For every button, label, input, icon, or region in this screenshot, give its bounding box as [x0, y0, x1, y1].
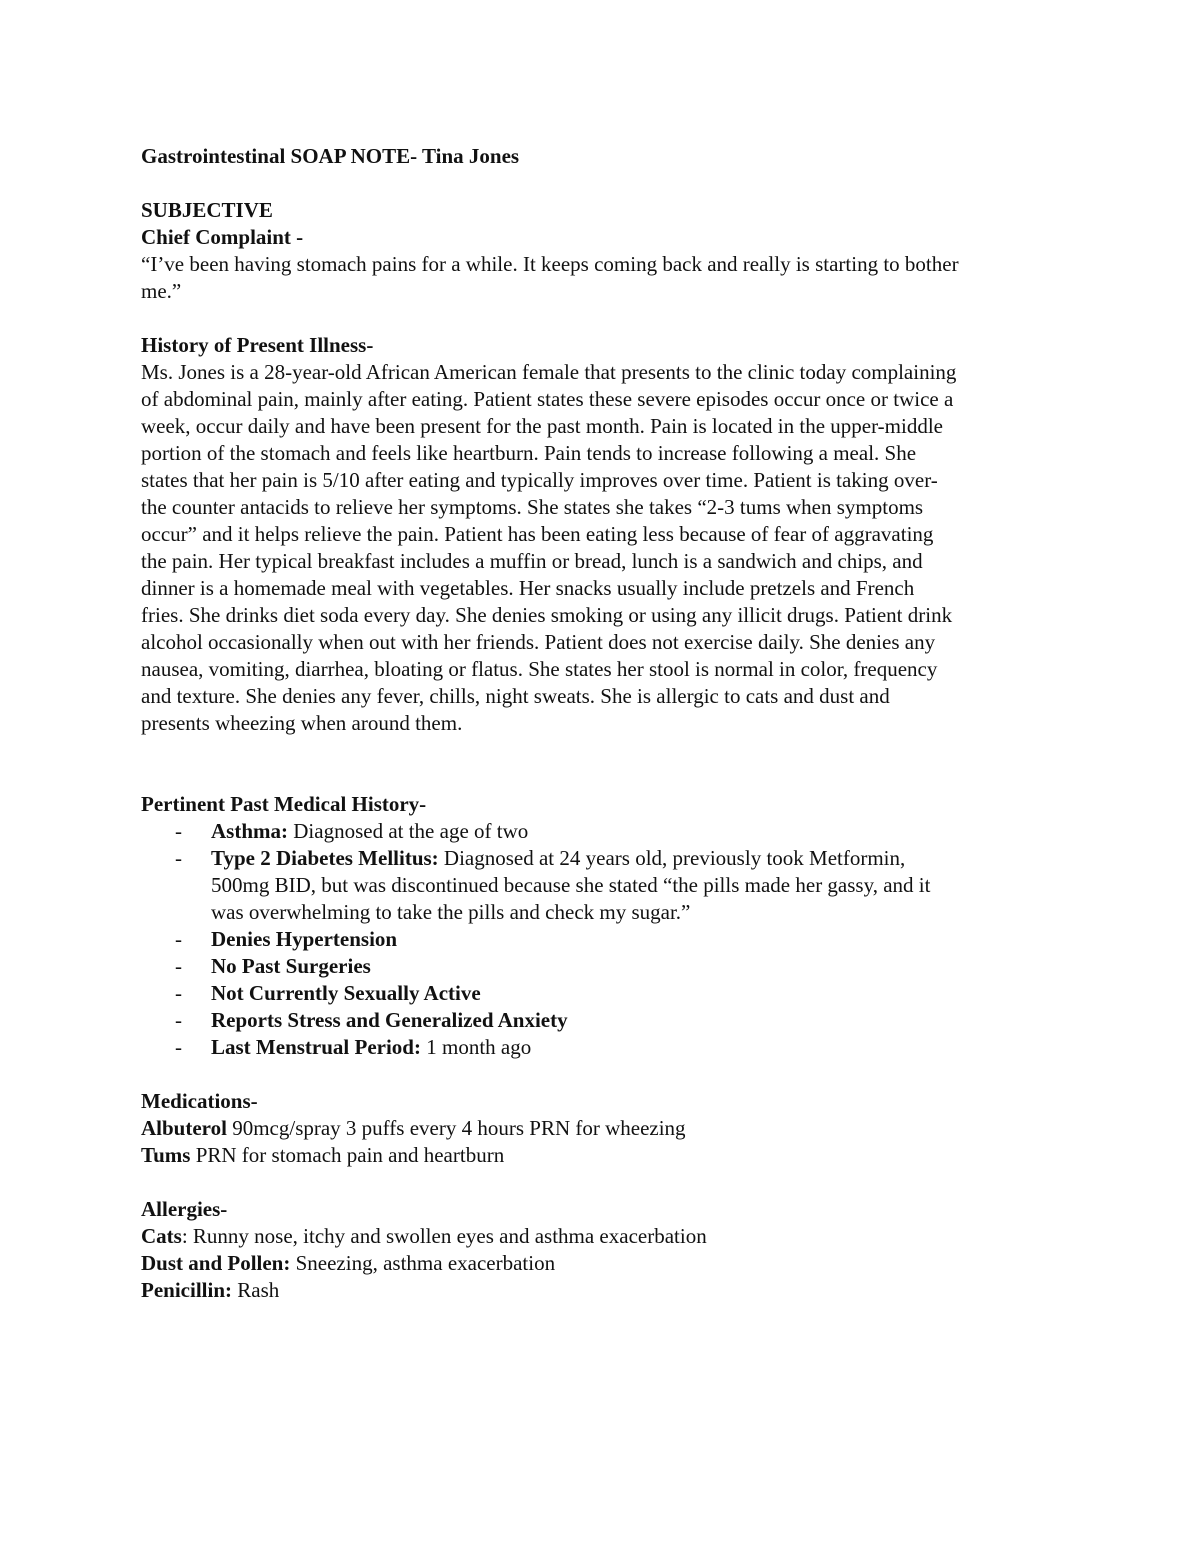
subjective-heading: SUBJECTIVE — [141, 198, 273, 222]
medications-heading: Medications- — [141, 1089, 258, 1113]
hpi-line: the counter antacids to relieve her symptoms. She states she takes “2-3 tums when symptoms — [141, 495, 924, 519]
pmh-item-label: Asthma: — [211, 819, 288, 843]
pmh-item-label: Reports Stress and Generalized Anxiety — [211, 1008, 568, 1032]
pmh-item-label: No Past Surgeries — [211, 954, 371, 978]
hpi-heading: History of Present Illness- — [141, 333, 374, 357]
hpi-line: alcohol occasionally when out with her friends. Patient does not exercise daily. She denies any — [141, 630, 936, 654]
pmh-item-text: Diagnosed at the age of two — [288, 819, 529, 843]
spacer — [141, 1169, 1071, 1196]
list-dash: - — [175, 927, 182, 951]
pmh-item-text: 1 month ago — [420, 1035, 532, 1059]
hpi-line: fries. She drinks diet soda every day. She denies smoking or using any illicit drugs. Patient drink — [141, 603, 953, 627]
hpi-line: nausea, vomiting, diarrhea, bloating or flatus. She states her stool is normal in color, frequency — [141, 657, 938, 681]
allergies-list — [141, 1223, 1071, 1304]
hpi-line: of abdominal pain, mainly after eating. Patient states these severe episodes occur once or twice a — [141, 387, 954, 411]
pmh-item — [141, 845, 1071, 926]
pmh-item-line — [211, 845, 1071, 872]
medication-text: PRN for stomach pain and heartburn — [190, 1143, 505, 1167]
hpi-line: presents wheezing when around them. — [141, 711, 463, 735]
chief-complaint-text: “I’ve been having stomach pains for a while. It keeps coming back and really is starting to bother — [141, 252, 959, 276]
spacer — [141, 737, 1071, 791]
pmh-heading: Pertinent Past Medical History- — [141, 792, 427, 816]
spacer — [141, 170, 1071, 197]
pmh-item-line — [211, 980, 1071, 1007]
list-dash: - — [175, 819, 182, 843]
hpi-line: week, occur daily and have been present for the past month. Pain is located in the upper-middle — [141, 414, 943, 438]
medication-item — [141, 1142, 1071, 1169]
pmh-item — [141, 1007, 1071, 1034]
pmh-item — [141, 980, 1071, 1007]
allergy-name: Cats — [141, 1224, 182, 1248]
allergy-name: Penicillin: — [141, 1278, 232, 1302]
list-dash: - — [175, 954, 182, 978]
list-dash: - — [175, 846, 182, 870]
chief-complaint-label: Chief Complaint - — [141, 225, 304, 249]
list-dash: - — [175, 981, 182, 1005]
allergy-item — [141, 1223, 1071, 1250]
medication-name: Tums — [141, 1143, 191, 1167]
hpi-line: portion of the stomach and feels like heartburn. Pain tends to increase following a meal. She — [141, 441, 917, 465]
hpi-line: occur” and it helps relieve the pain. Patient has been eating less because of fear of aggravating — [141, 522, 934, 546]
pmh-item-label: Last Menstrual Period: — [211, 1035, 421, 1059]
medication-item — [141, 1115, 1071, 1142]
pmh-item-line — [211, 1007, 1071, 1034]
hpi-line: Ms. Jones is a 28-year-old African American female that presents to the clinic today complaining — [141, 360, 957, 384]
pmh-item-label: Denies Hypertension — [211, 927, 398, 951]
allergy-text: Sneezing, asthma exacerbation — [290, 1251, 556, 1275]
list-dash: - — [175, 1035, 182, 1059]
spacer — [141, 1061, 1071, 1088]
pmh-item — [141, 953, 1071, 980]
allergy-item — [141, 1277, 1071, 1304]
pmh-list — [141, 818, 1071, 1061]
hpi-line: and texture. She denies any fever, chills, night sweats. She is allergic to cats and dust and — [141, 684, 890, 708]
hpi-line: the pain. Her typical breakfast includes a muffin or bread, lunch is a sandwich and chips, and — [141, 549, 923, 573]
allergy-item — [141, 1250, 1071, 1277]
pmh-item — [141, 818, 1071, 845]
document-title: Gastrointestinal SOAP NOTE- Tina Jones — [141, 144, 520, 168]
medication-text: 90mcg/spray 3 puffs every 4 hours PRN for wheezing — [226, 1116, 686, 1140]
spacer — [141, 305, 1071, 332]
allergies-heading: Allergies- — [141, 1197, 228, 1221]
hpi-line: states that her pain is 5/10 after eating and typically improves over time. Patient is taking over- — [141, 468, 938, 492]
document-page — [141, 143, 1071, 1304]
hpi-paragraph — [141, 359, 1071, 737]
pmh-item-label: Type 2 Diabetes Mellitus: — [211, 846, 439, 870]
pmh-item-line — [211, 953, 1071, 980]
pmh-item-label: Not Currently Sexually Active — [211, 981, 481, 1005]
pmh-item-text: Diagnosed at 24 years old, previously took Metformin, — [438, 846, 906, 870]
pmh-item — [141, 926, 1071, 953]
pmh-item-text-cont: was overwhelming to take the pills and check my sugar.” — [211, 900, 691, 924]
chief-complaint-text-cont: me.” — [141, 279, 182, 303]
allergy-text: : Runny nose, itchy and swollen eyes and asthma exacerbation — [181, 1224, 707, 1248]
pmh-item-line — [211, 818, 1071, 845]
medication-name: Albuterol — [141, 1116, 227, 1140]
medications-list — [141, 1115, 1071, 1169]
allergy-text: Rash — [232, 1278, 280, 1302]
allergy-name: Dust and Pollen: — [141, 1251, 291, 1275]
pmh-item-line — [211, 926, 1071, 953]
list-dash: - — [175, 1008, 182, 1032]
hpi-line: dinner is a homemade meal with vegetables. Her snacks usually include pretzels and French — [141, 576, 915, 600]
pmh-item-text-cont: 500mg BID, but was discontinued because she stated “the pills made her gassy, and it — [211, 873, 931, 897]
pmh-item-line — [211, 1034, 1071, 1061]
pmh-item — [141, 1034, 1071, 1061]
